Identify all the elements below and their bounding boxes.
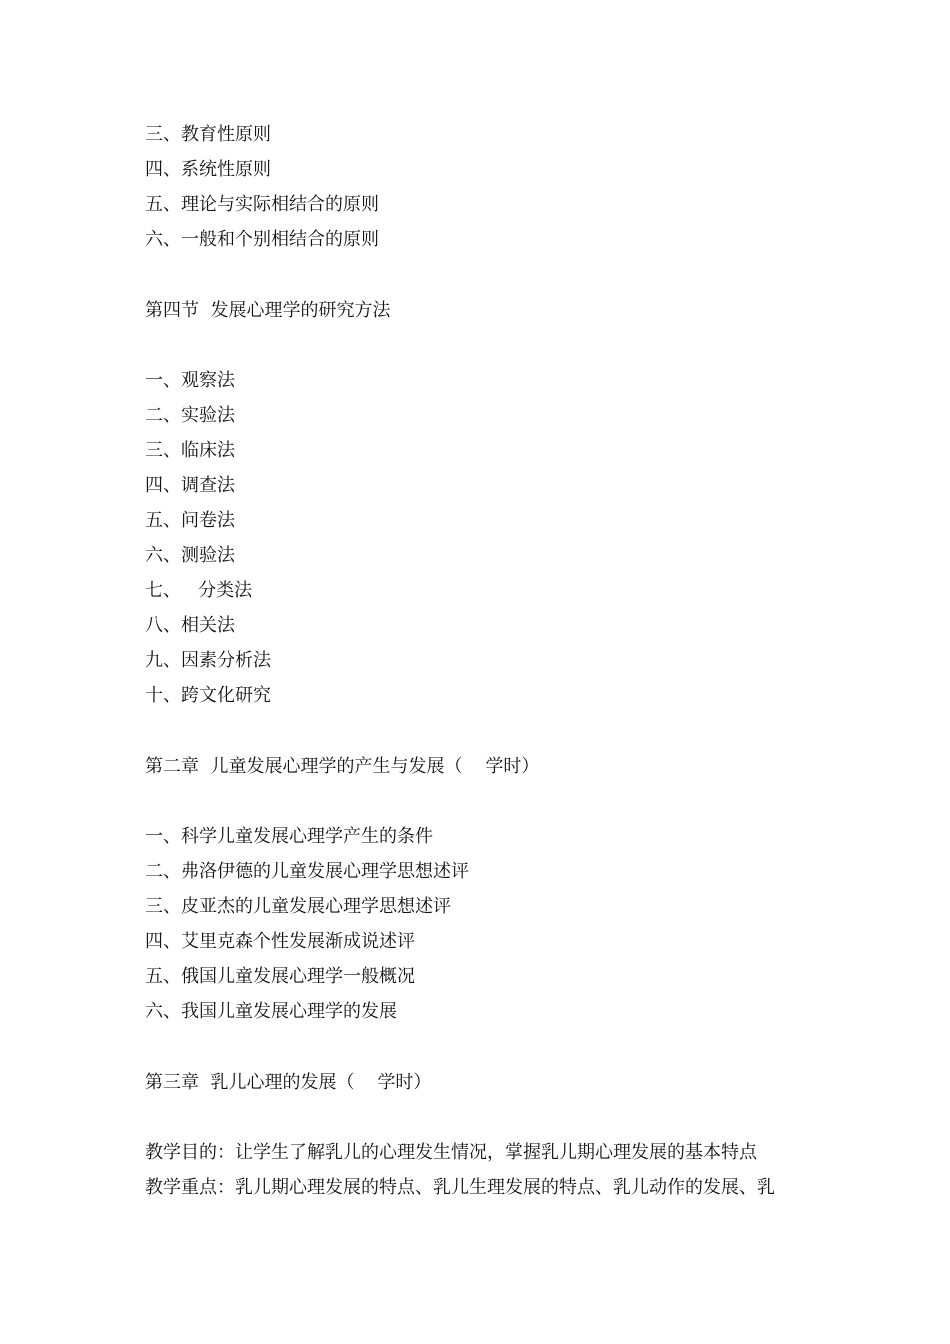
method-item-6: 六、测验法 <box>145 545 235 566</box>
method-item-5: 五、问卷法 <box>145 510 235 531</box>
chapter2-item-3: 三、皮亚杰的儿童发展心理学思想述评 <box>145 896 451 917</box>
chapter-heading-3: 第三章 乳儿心理的发展（ 学时） <box>145 1072 432 1093</box>
chapter2-item-2: 二、弗洛伊德的儿童发展心理学思想述评 <box>145 861 469 882</box>
principle-item-5: 五、理论与实际相结合的原则 <box>145 194 379 215</box>
method-item-2: 二、实验法 <box>145 405 235 426</box>
teaching-focus: 教学重点：乳儿期心理发展的特点、乳儿生理发展的特点、乳儿动作的发展、乳 <box>145 1177 775 1198</box>
principle-item-6: 六、一般和个别相结合的原则 <box>145 229 379 250</box>
chapter2-item-4: 四、艾里克森个性发展渐成说述评 <box>145 931 415 952</box>
principle-item-3: 三、教育性原则 <box>145 124 271 145</box>
section-heading-4: 第四节 发展心理学的研究方法 <box>145 300 391 321</box>
principle-item-4: 四、系统性原则 <box>145 159 271 180</box>
method-item-9: 九、因素分析法 <box>145 650 271 671</box>
method-item-7: 七、 分类法 <box>145 580 253 601</box>
method-item-4: 四、调查法 <box>145 475 235 496</box>
method-item-3: 三、临床法 <box>145 440 235 461</box>
teaching-goal: 教学目的：让学生了解乳儿的心理发生情况，掌握乳儿期心理发展的基本特点 <box>145 1142 757 1163</box>
chapter2-item-5: 五、俄国儿童发展心理学一般概况 <box>145 966 415 987</box>
chapter2-item-6: 六、我国儿童发展心理学的发展 <box>145 1001 397 1022</box>
method-item-10: 十、跨文化研究 <box>145 685 271 706</box>
chapter2-item-1: 一、科学儿童发展心理学产生的条件 <box>145 826 433 847</box>
chapter-heading-2: 第二章 儿童发展心理学的产生与发展（ 学时） <box>145 756 540 777</box>
method-item-1: 一、观察法 <box>145 370 235 391</box>
method-item-8: 八、相关法 <box>145 615 235 636</box>
